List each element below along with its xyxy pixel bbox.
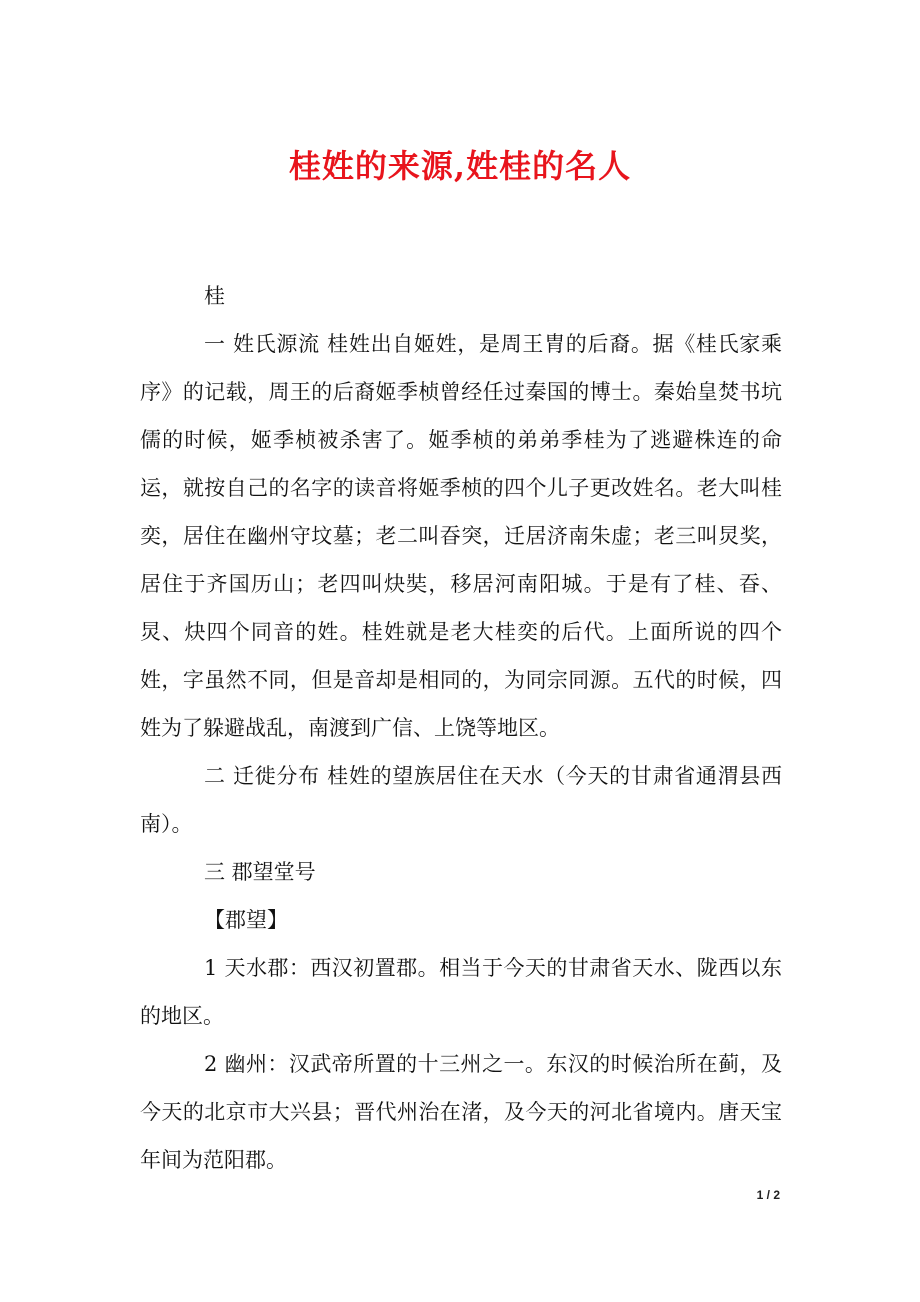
paragraph-migration: 二 迁徙分布 桂姓的望族居住在天水（今天的甘肃省通渭县西南）。: [140, 764, 782, 836]
paragraph-section-heading: 三 郡望堂号: [204, 860, 316, 884]
document-title: 桂姓的来源,姓桂的名人: [288, 147, 632, 185]
paragraph-tianshui: 1 天水郡：西汉初置郡。相当于今天的甘肃省天水、陇西以东的地区。: [140, 956, 782, 1028]
document-body: [140, 272, 782, 1184]
paragraph-commandery-heading: 【郡望】: [204, 908, 288, 932]
paragraph-youzhou: 2 幽州：汉武帝所置的十三州之一。东汉的时候治所在蓟，及今天的北京市大兴县；晋代州治在渚，及今天的河北省境内。唐天宝年间为范阳郡。: [140, 1052, 782, 1172]
page-number: 1 / 2: [756, 1188, 780, 1202]
paragraph-surname: 桂: [204, 284, 225, 308]
paragraph-origin: 一 姓氏源流 桂姓出自姬姓，是周王胄的后裔。据《桂氏家乘序》的记载，周王的后裔姬季桢曾经任过秦国的博士。秦始皇焚书坑儒的时候，姬季桢被杀害了。姬季桢的弟弟季桂为了逃避株连的命运，就按自己的名字的读音将姬季桢的四个儿子更改姓名。老大叫桂奕，居住在幽州守坟墓；老二叫昋突，迁居济南朱虚；老三叫炅奖，居住于齐国历山；老四叫炔奘，移居河南阳城。于是有了桂、昋、炅、炔四个同音的姓。桂姓就是老大桂奕的后代。上面所说的四个姓，字虽然不同，但是音却是相同的，为同宗同源。五代的时候，四姓为了躲避战乱，南渡到广信、上饶等地区。: [140, 332, 782, 740]
